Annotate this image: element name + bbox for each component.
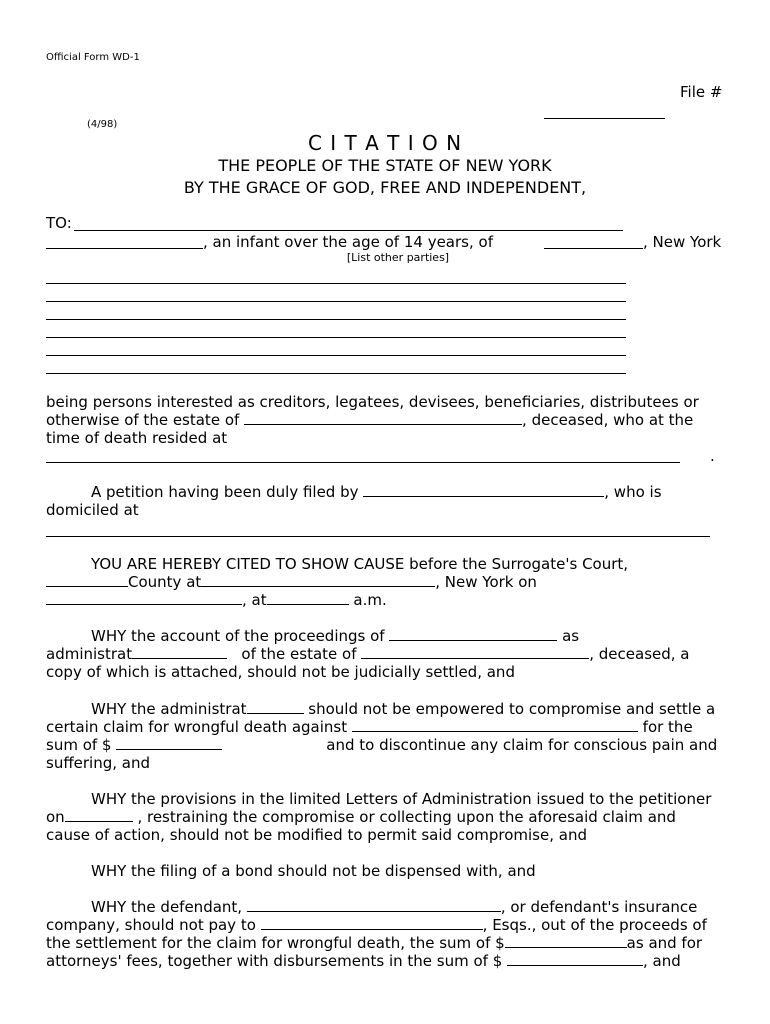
residence-period: . <box>710 447 715 465</box>
court-location-field[interactable] <box>201 573 435 587</box>
claim-amount-field[interactable] <box>116 736 222 750</box>
petitioner-field[interactable] <box>363 483 604 497</box>
citation-title: C I T A T I O N <box>307 131 463 155</box>
party-line-5[interactable] <box>46 355 626 356</box>
cited-paragraph: YOU ARE HEREBY CITED TO SHOW CAUSE before the Surrogate's Court, County at , New York on , at a.m. <box>46 555 730 609</box>
account-proceedings-field[interactable] <box>389 627 557 641</box>
why-letters-paragraph: WHY the provisions in the limited Letters of Administration issued to the petitioner on , restraining the compromise or collecting upon the aforesaid claim and cause of action, should not be modified to permit said compromise, and <box>46 790 712 844</box>
residence-field[interactable] <box>46 462 680 463</box>
interested-paragraph: being persons interested as creditors, legatees, devisees, beneficiaries, distributees or otherwise of the estate of , deceased, who at the time of death resided at <box>46 393 699 447</box>
party-line-4[interactable] <box>46 337 626 338</box>
party-line-2[interactable] <box>46 301 626 302</box>
party-line-6[interactable] <box>46 373 626 374</box>
administrator-suffix-field[interactable] <box>132 645 227 659</box>
why-administrator-paragraph: WHY the administrat should not be empowered to compromise and settle a certain claim for wrongful death against for the sum of $ and to discontinue any claim for conscious pain and suffering, and <box>46 700 718 772</box>
domicile-field[interactable] <box>46 536 710 537</box>
title-line-2: BY THE GRACE OF GOD, FREE AND INDEPENDENT, <box>183 178 587 197</box>
estate-name-field[interactable] <box>244 411 522 425</box>
disbursements-field[interactable] <box>507 952 643 966</box>
file-number-label: File # <box>680 83 723 101</box>
attorney-fee-field[interactable] <box>505 934 627 948</box>
form-id: Official Form WD-1 <box>46 52 140 63</box>
deceased-estate-field[interactable] <box>361 645 589 659</box>
infant-town-field[interactable] <box>544 248 643 249</box>
hearing-time-field[interactable] <box>267 591 349 605</box>
to-name-field[interactable] <box>74 230 623 231</box>
list-other-parties: [List other parties] <box>346 251 450 264</box>
defendant-name-field[interactable] <box>247 898 501 912</box>
petition-paragraph: A petition having been duly filed by , who is domiciled at <box>46 483 662 519</box>
hearing-date-field[interactable] <box>46 591 242 605</box>
infant-name-field[interactable] <box>46 248 203 249</box>
attorney-name-field[interactable] <box>261 916 483 930</box>
new-york-text: , New York <box>643 233 722 251</box>
infant-text: , an infant over the age of 14 years, of <box>203 233 493 251</box>
letters-date-field[interactable] <box>65 808 133 822</box>
why-bond-paragraph: WHY the filing of a bond should not be dispensed with, and <box>91 862 536 880</box>
administrator-suffix-field-2[interactable] <box>247 700 304 714</box>
party-line-1[interactable] <box>46 283 626 284</box>
to-label: TO: <box>46 214 72 232</box>
party-line-3[interactable] <box>46 319 626 320</box>
county-field[interactable] <box>46 573 128 587</box>
date-code: (4/98) <box>87 119 118 130</box>
why-account-paragraph: WHY the account of the proceedings of as administrat of the estate of , deceased, a copy of which is attached, should not be judicially settled, and <box>46 627 690 681</box>
why-defendant-paragraph: WHY the defendant, , or defendant's insurance company, should not pay to , Esqs., out of the proceeds of the settlement for the claim for wrongful death, the sum of $ as and for attorneys' fees, together with disbursements in the sum of $ , and <box>46 898 707 970</box>
file-number-field[interactable] <box>544 118 665 119</box>
title-line-1: THE PEOPLE OF THE STATE OF NEW YORK <box>218 156 552 175</box>
wrongful-death-defendant-field[interactable] <box>352 718 638 732</box>
